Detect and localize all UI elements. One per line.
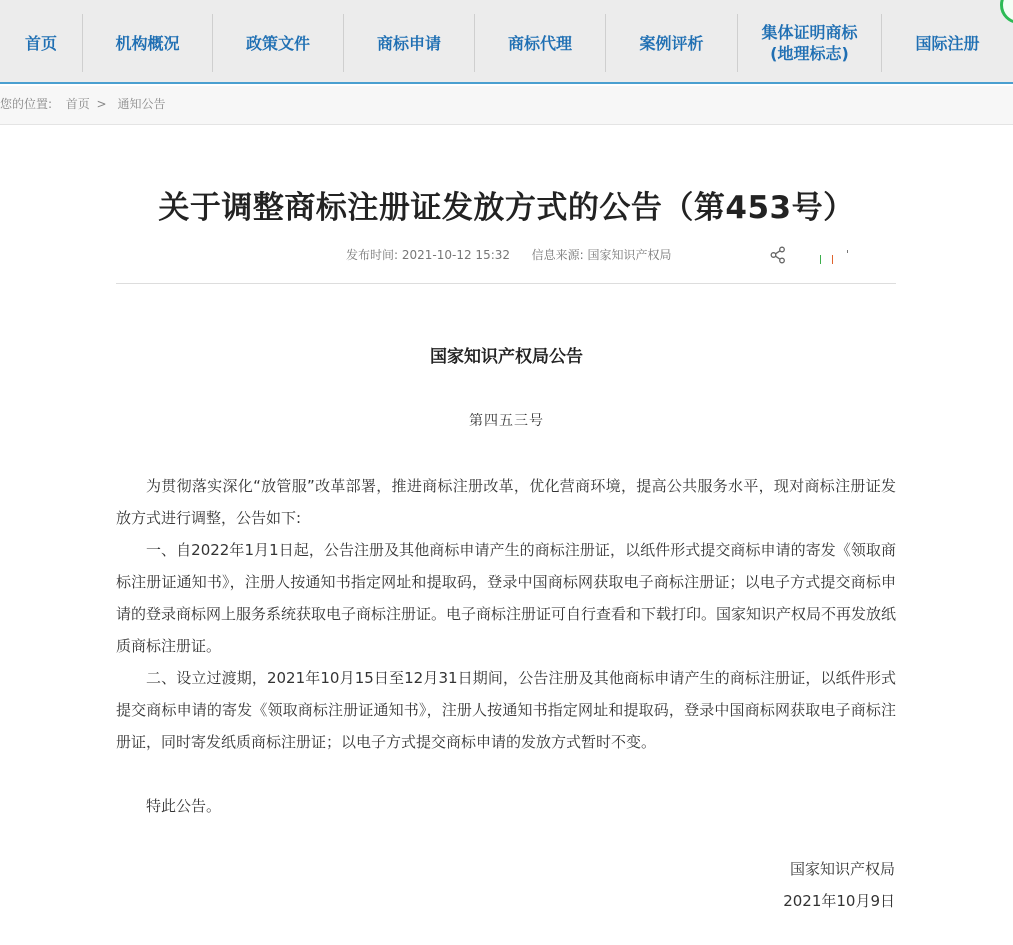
nav-item-label: 政策文件 (245, 33, 310, 53)
nav-item-trademark-application[interactable] (344, 14, 474, 72)
signature-organization: 国家知识产权局 (789, 860, 895, 878)
announcement-number: 第四五三号 (469, 413, 544, 429)
closing-text: 特此公告。 (146, 797, 222, 815)
nav-item-policy[interactable] (213, 14, 343, 72)
main-nav (0, 0, 1013, 84)
breadcrumb-home-link[interactable]: 首页 (65, 97, 90, 111)
nav-item-sublabel: (地理标志) (770, 44, 849, 63)
signature-date: 2021年10月9日 (783, 892, 895, 910)
source-label: 信息来源: (531, 248, 584, 262)
paragraph: 二、设立过渡期，2021年10月15日至12月31日期间，公告注册及其他商标申请产生的商标注册证，以纸件形式提交商标申请的寄发《领取商标注册证通知书》，注册人按通知书指定网址和提取码，登录中国商标网获取电子商标注册证，同时寄发纸质商标注册证；以电子方式提交商标申请的发放方式暂时不变。 (116, 669, 896, 751)
breadcrumb-prefix: 您的位置: (0, 97, 53, 111)
publish-time: 2021-10-12 15:32 (401, 248, 511, 262)
page-title: 关于调整商标注册证发放方式的公告（第453号） (158, 190, 855, 226)
paragraph: 为贯彻落实深化“放管服”改革部署，推进商标注册改革，优化营商环境，提高公共服务水平，现对商标注册证发放方式进行调整，公告如下: (116, 477, 896, 527)
nav-item-label: 商标申请 (376, 33, 441, 53)
paragraph: 一、自2022年1月1日起，公告注册及其他商标申请产生的商标注册证，以纸件形式提交商标申请的寄发《领取商标注册证通知书》，注册人按通知书指定网址和提取码，登录中国商标网获取电子商标注册证；以电子方式提交商标申请的登录商标网上服务系统获取电子商标注册证。电子商标注册证可自行查看和下载打印。国家知识产权局不再发放纸质商标注册证。 (116, 541, 897, 655)
article-meta (346, 246, 672, 264)
share-buttons-icon[interactable] (818, 250, 852, 264)
publish-time-label: 发布时间: (346, 248, 399, 262)
breadcrumb-current[interactable]: 通知公告 (117, 97, 166, 111)
nav-item-collective-mark[interactable] (738, 14, 881, 72)
nav-item-home[interactable] (0, 14, 82, 72)
nav-item-label: 国际注册 (915, 33, 980, 53)
nav-item-label: 首页 (24, 33, 57, 53)
nav-item-label: 案例评析 (639, 33, 704, 53)
announcement-heading: 国家知识产权局公告 (430, 347, 583, 367)
nav-item-organization[interactable] (83, 14, 212, 72)
nav-item-case-analysis[interactable] (606, 14, 737, 72)
nav-item-trademark-agency[interactable] (475, 14, 605, 72)
nav-item-international[interactable] (882, 14, 1013, 72)
article-content (116, 470, 896, 822)
breadcrumb-separator: > (96, 97, 107, 111)
source-value: 国家知识产权局 (587, 248, 672, 262)
breadcrumb (0, 86, 1013, 125)
nav-item-label: 机构概况 (115, 33, 180, 53)
share-icon[interactable] (770, 246, 786, 264)
title-divider (116, 283, 896, 284)
nav-item-label: 集体证明商标 (761, 23, 858, 42)
nav-item-label: 商标代理 (507, 33, 572, 53)
